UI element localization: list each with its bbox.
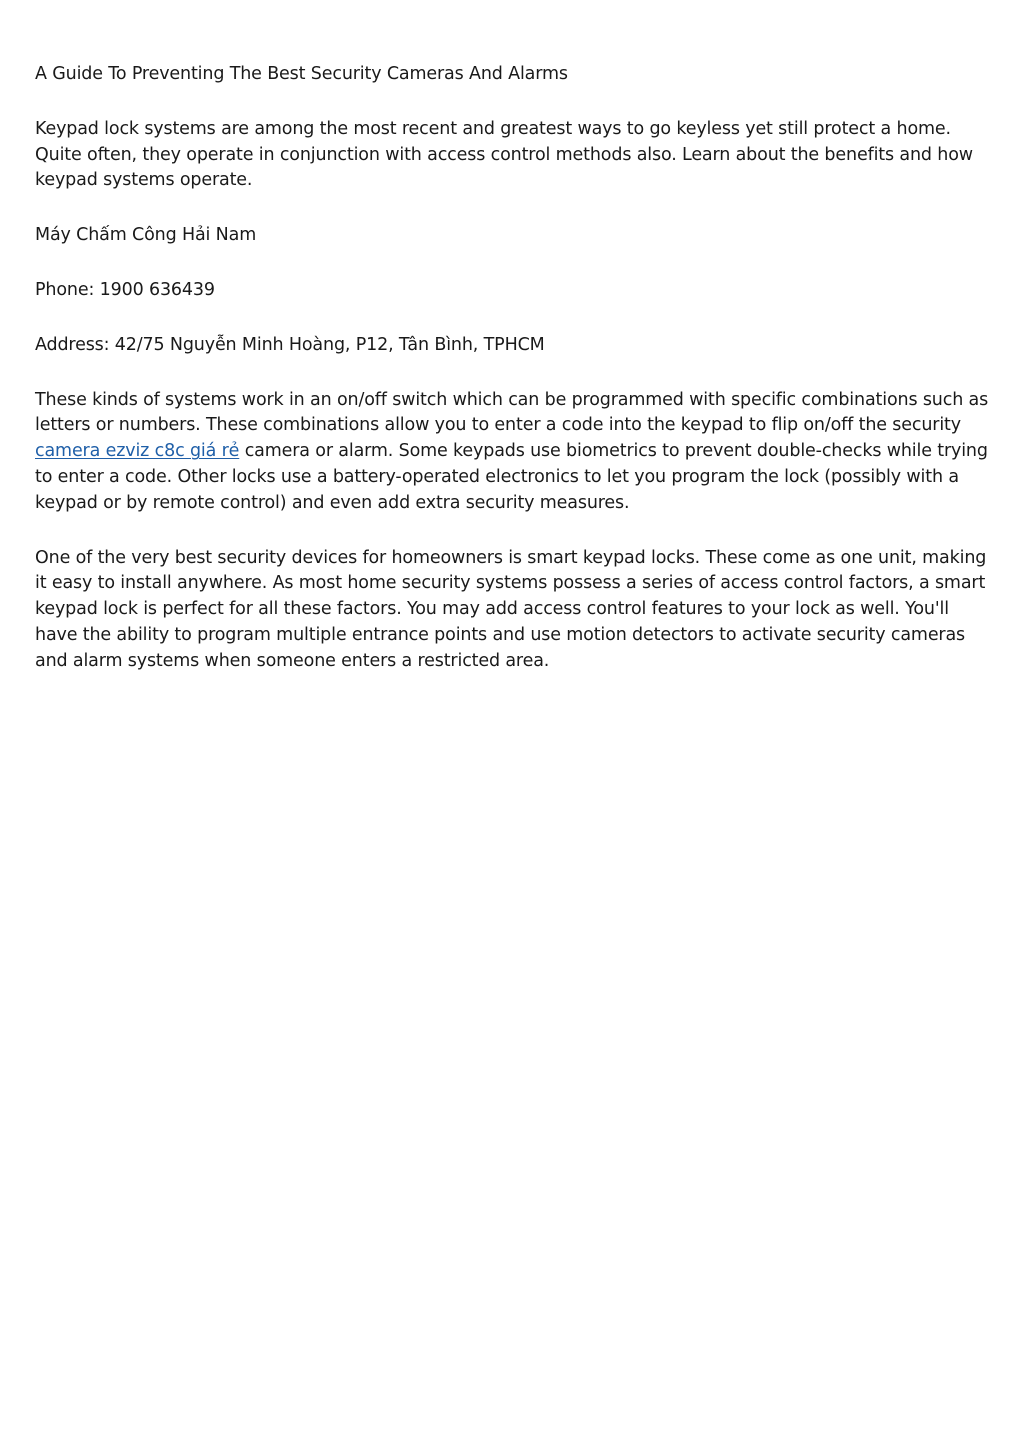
- systems-paragraph-start: These kinds of systems work in an on/off switch which can be programmed with specific combinations such as letters or numbers. These combinations allow you to enter a code into the keypad to flip on/off the security: [35, 389, 989, 436]
- systems-paragraph: [35, 388, 990, 517]
- address-line: Address: 42/75 Nguyễn Minh Hoàng, P12, Tân Bình, TPHCM: [35, 334, 545, 355]
- document-page: [35, 62, 990, 704]
- systems-paragraph-end: camera or alarm. Some keypads use biometrics to prevent double-checks while trying to enter a code. Other locks use a battery-operated electronics to let you program the lock (possibly with a keypad or by remote control) and even add extra security measures.: [35, 441, 988, 513]
- camera-product-link[interactable]: camera ezviz c8c giá rẻ: [35, 441, 240, 462]
- intro-paragraph: Keypad lock systems are among the most recent and greatest ways to go keyless yet still protect a home. Quite often, they operate in conjunction with access control methods also. Learn about the benefits and how keypad systems operate.: [35, 118, 973, 191]
- smart-lock-paragraph: One of the very best security devices for homeowners is smart keypad locks. These come as one unit, making it easy to install anywhere. As most home security systems possess a series of access control factors, a smart keypad lock is perfect for all these factors. You may add access control features to your lock as well. You'll have the ability to program multiple entrance points and use motion detectors to activate security cameras and alarm systems when someone enters a restricted area.: [35, 547, 987, 671]
- phone-line: Phone: 1900 636439: [35, 279, 215, 300]
- document-title: A Guide To Preventing The Best Security Cameras And Alarms: [35, 64, 568, 84]
- company-name: Máy Chấm Công Hải Nam: [35, 225, 257, 246]
